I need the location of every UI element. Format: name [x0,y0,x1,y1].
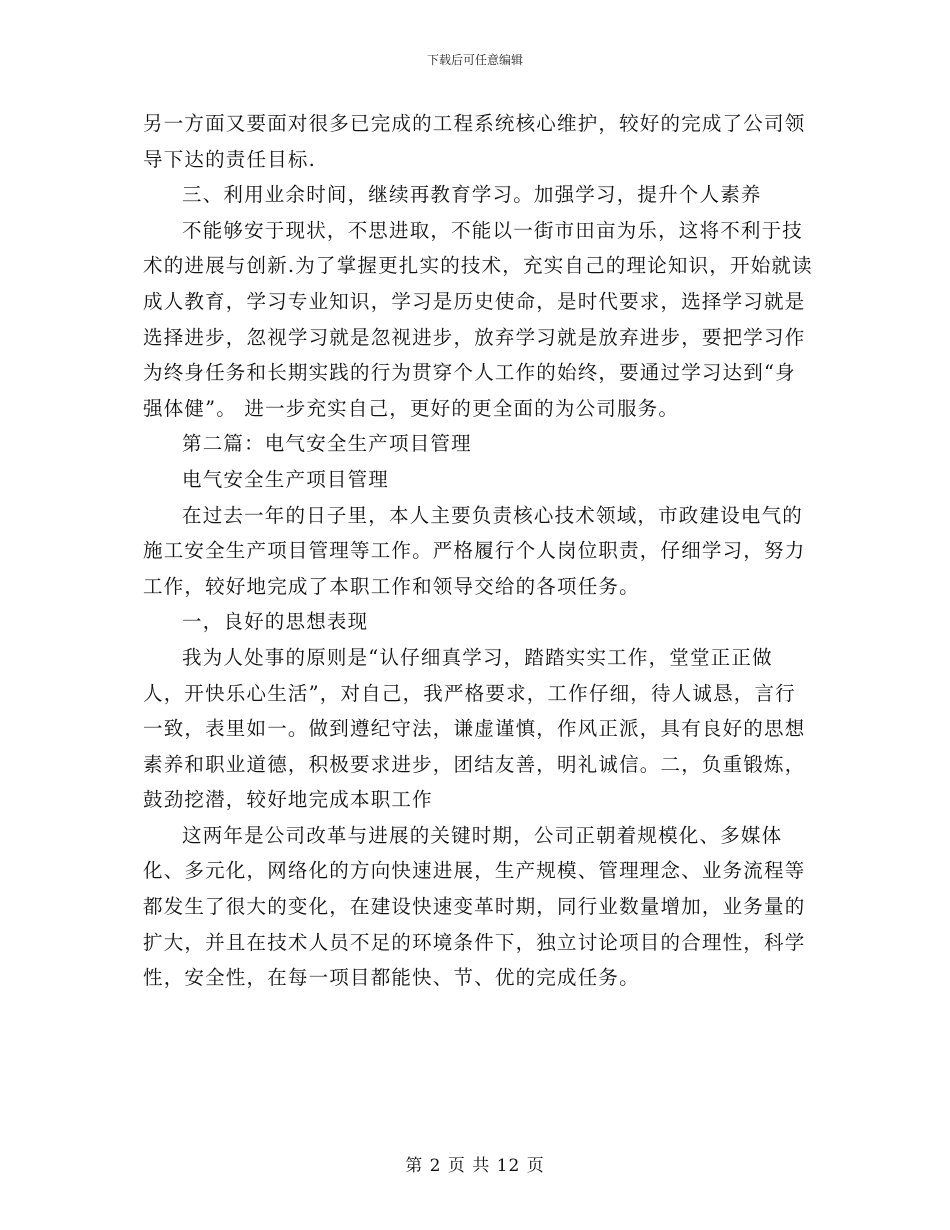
paragraph-3: 不能够安于现状，不思进取，不能以一街市田亩为乐，这将不利于技术的进展与创新.为了掌握更扎实的技术，充实自己的理论知识，开始就读成人教育，学习专业知识，学习是历史使命，是时代要求，选择学习就是选择进步，忽视学习就是忽视进步，放弃学习就是放弃进步，要把学习作为终身任务和长期实践的行为贯穿个人工作的始终，要通过学习达到“身强体健”。 进一步充实自己，更好的更全面的为公司服务。 [143,218,813,420]
subheading-1: 一，良好的思想表现 [182,610,369,634]
paragraph-9: 这两年是公司改革与进展的关键时期，公司正朝着规模化、多媒体化、多元化，网络化的方向快速进展，生产规模、管理理念、业务流程等都发生了很大的变化，在建设快速变革时期，同行业数量增加，业务量的扩大，并且在技术人员不足的环境条件下，独立讨论项目的合理性，科学性，安全性，在每一项目都能快、节、优的完成任务。 [143,823,806,990]
paragraph-1: 另一方面又要面对很多已完成的工程系统核心维护，较好的完成了公司领导下达的责任目标. [143,112,806,171]
paragraph-6: 在过去一年的日子里，本人主要负责核心技术领域，市政建设电气的施工安全生产项目管理等工作。严格履行个人岗位职责，仔细学习，努力工作，较好地完成了本职工作和领导交给的各项任务。 [143,503,806,598]
page-header: 下载后可任意编辑 [426,53,523,67]
paragraph-8: 我为人处事的原则是“认仔细真学习，踏踏实实工作，堂堂正正做人，开快乐心生活”，对自己，我严格要求，工作仔细，待人诚恳，言行一致，表里如一。做到遵纪守法，谦虚谨慎，作风正派，具有良好的思想素养和职业道德，积极要求进步，团结友善，明礼诚信。二，负重锻炼，鼓劲挖潜，较好地完成本职工作 [143,645,806,812]
page-footer: 第 2 页 共 12 页 [405,1156,545,1176]
section-title: 第二篇：电气安全生产项目管理 [182,432,472,456]
section-subtitle: 电气安全生产项目管理 [182,467,390,491]
paragraph-2: 三、利用业余时间，继续再教育学习。加强学习，提升个人素养 [182,183,762,207]
document-body [143,106,813,996]
